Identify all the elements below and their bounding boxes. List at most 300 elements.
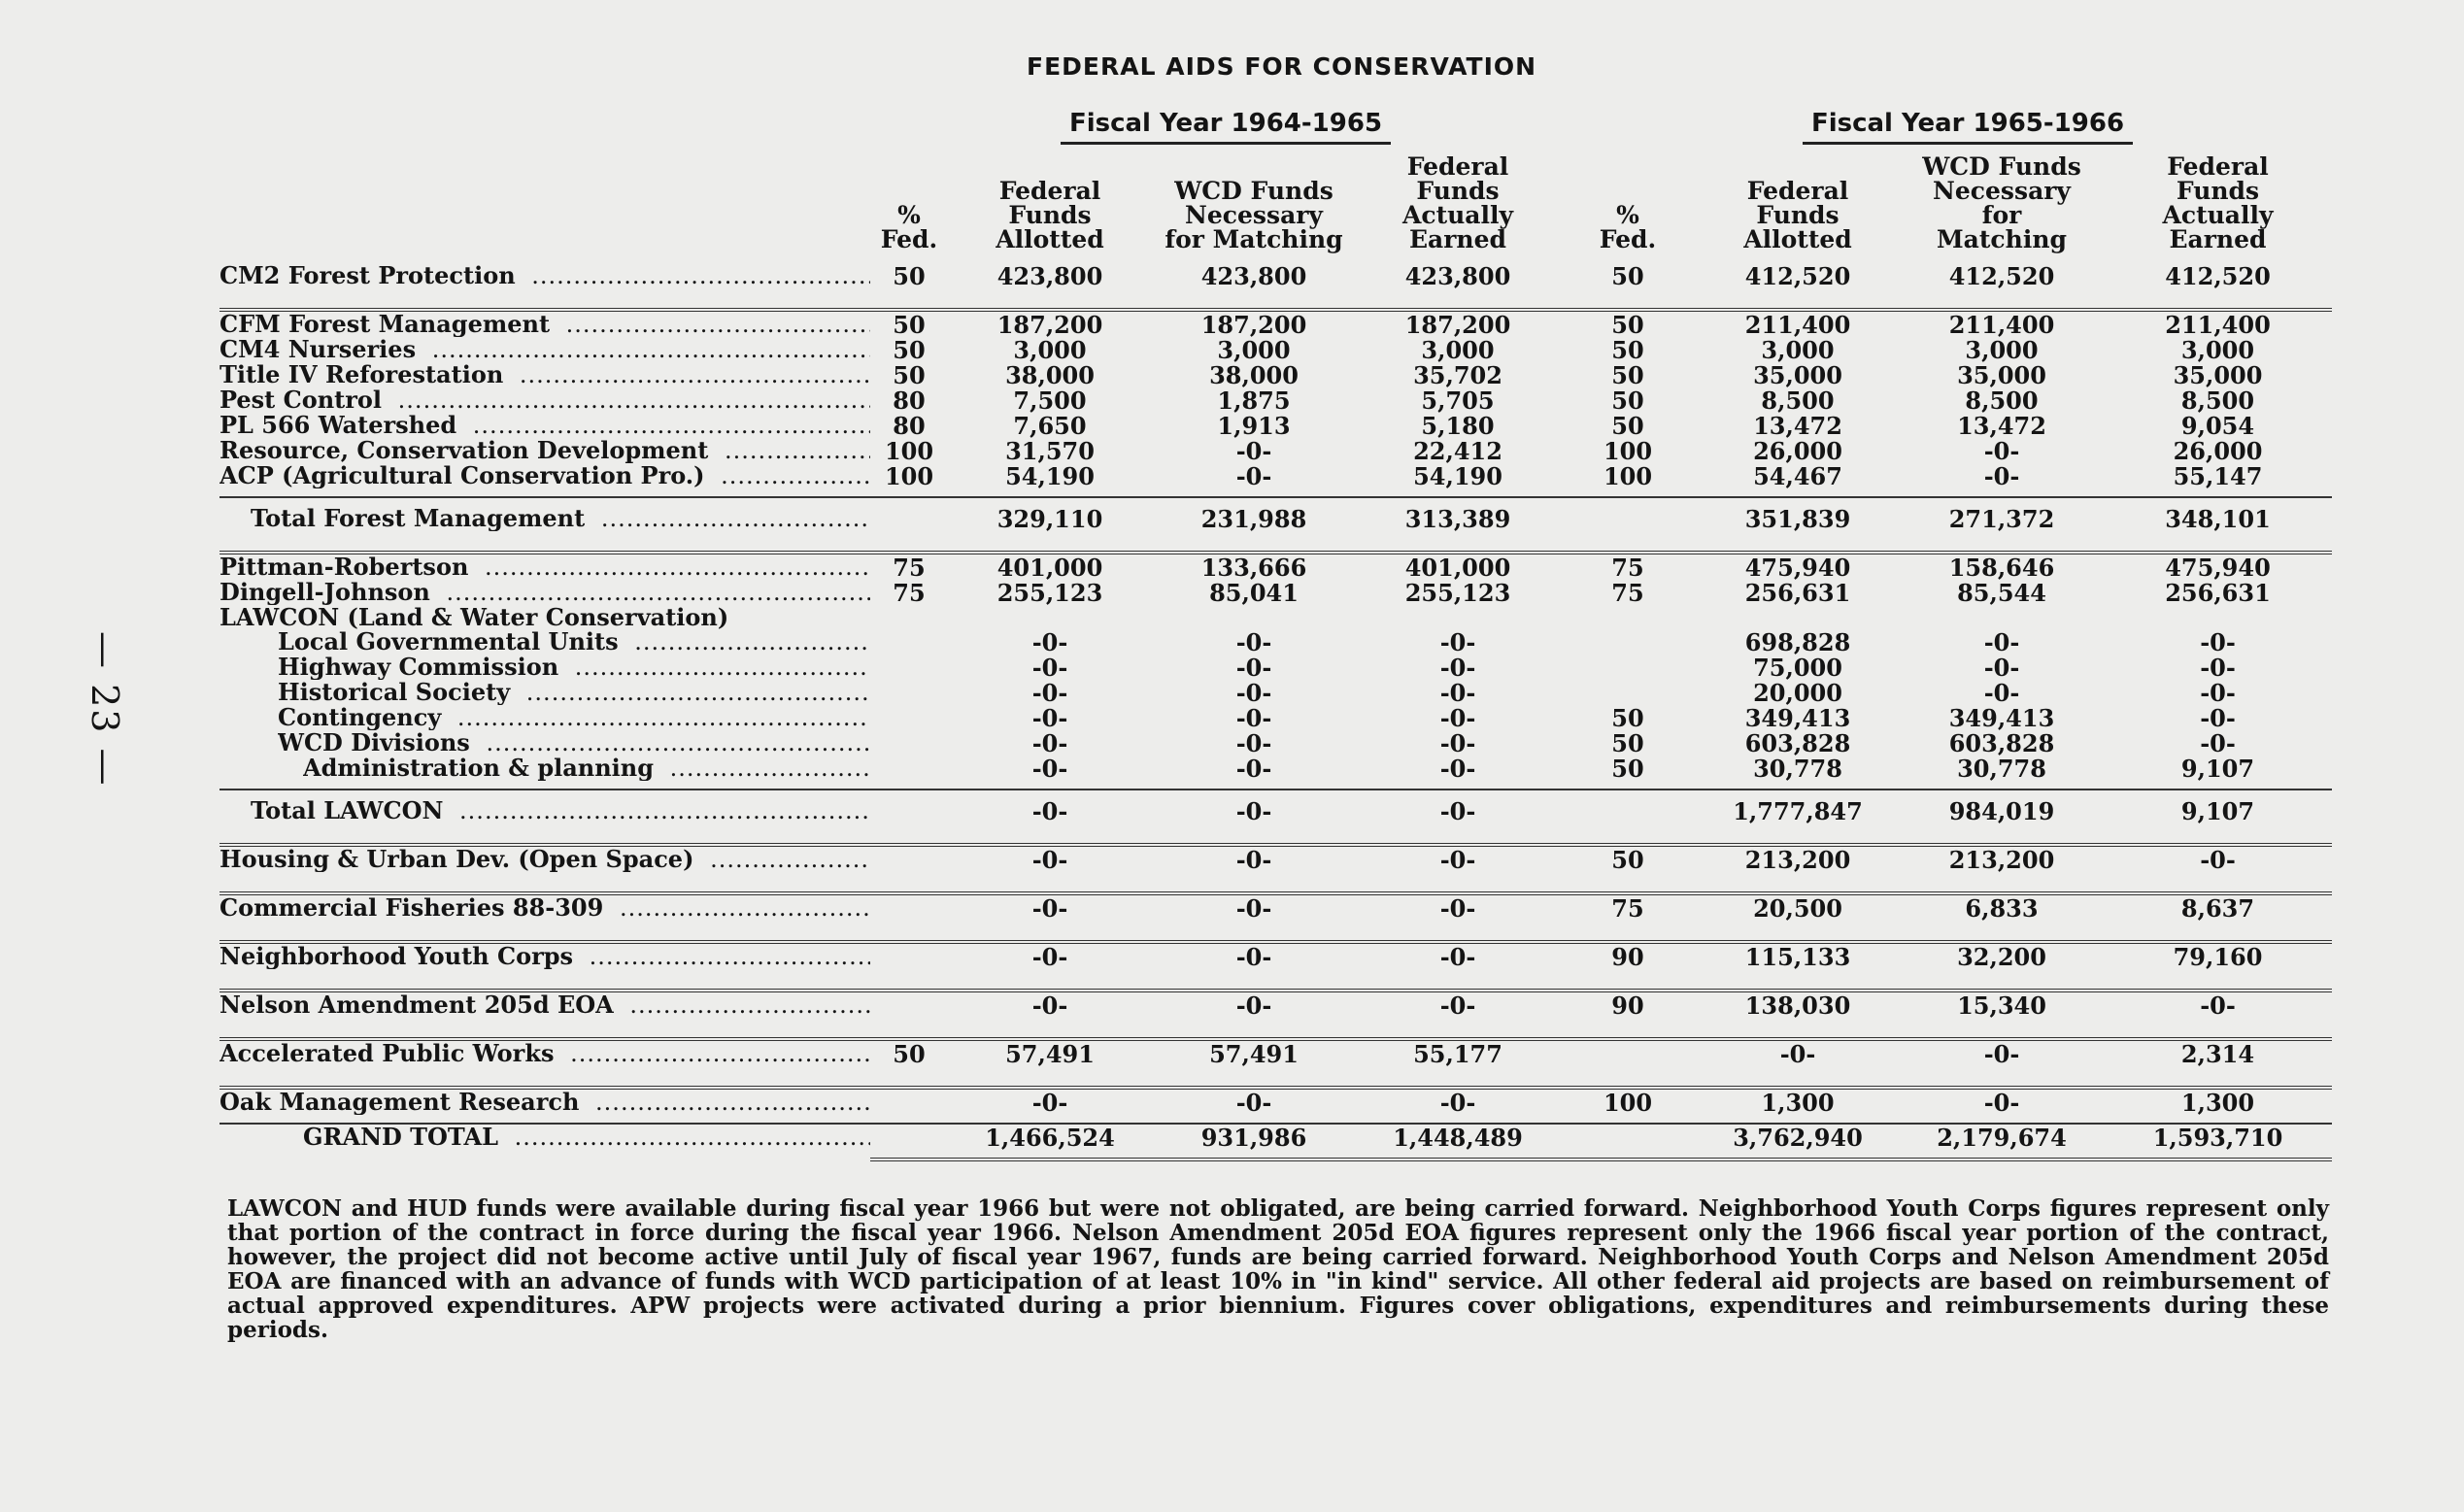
col-header: Federal Funds Allotted [996,177,1104,253]
amount-cell [1152,605,1356,629]
percent-federal-cell [870,655,948,680]
amount-cell: 931,986 [1200,1123,1307,1152]
percent-federal-cell: 100 [1603,1088,1653,1117]
row-label-text: GRAND TOTAL [303,1125,506,1150]
amount-cell: -0- [1439,991,1476,1020]
page-number: — 23 — [84,631,126,788]
amount-cell: -0- [1235,653,1272,682]
col-header: % Fed. [880,201,938,253]
amount-cell: 423,800 [996,261,1103,290]
amount-cell: 349,413 [1744,703,1851,732]
percent-federal-cell: 100 [1603,461,1653,490]
percent-federal-cell: 80 [893,411,926,440]
amount-cell: 271,372 [1948,504,2055,533]
amount-cell: 475,940 [1744,553,1851,582]
row-label-wrap [251,506,870,531]
percent-federal-cell [870,506,948,531]
amount-cell: 57,491 [1005,1039,1095,1068]
percent-federal-cell [870,705,948,730]
table-row [219,798,2332,823]
amount-cell: -0- [1031,627,1068,656]
amount-cell: 231,988 [1200,504,1307,533]
amount-cell: 255,123 [996,578,1103,607]
section-rule [219,921,2332,942]
amount-cell: 79,160 [2173,942,2263,971]
table-row [219,1124,2332,1150]
percent-federal-cell: 50 [1611,310,1644,339]
row-label-text: CM2 Forest Protection [219,263,523,288]
amount-cell: -0- [1031,653,1068,682]
amount-cell: -0- [1235,678,1272,707]
amount-cell [1696,605,1900,629]
percent-federal-cell: 50 [1611,335,1644,364]
percent-federal-cell [870,991,948,1018]
amount-cell [2104,605,2332,629]
row-label [219,798,870,823]
percent-federal-cell [870,845,948,872]
percent-federal-cell [1560,1039,1696,1066]
amount-cell: 3,000 [1217,335,1291,364]
table-row [219,1039,2332,1066]
percent-federal-cell [1560,655,1696,680]
row-label-text: Total Forest Management [251,506,592,531]
page-title: FEDERAL AIDS FOR CONSERVATION [1027,52,1537,81]
amount-cell: -0- [1235,754,1272,783]
table-row [219,362,2332,387]
percent-federal-cell: 75 [1611,578,1644,607]
table-row [219,263,2332,288]
conservation-aids-table [219,153,2332,1161]
row-label-text: PL 566 Watershed [219,413,464,438]
row-label-wrap [219,1090,870,1115]
percent-federal-cell [1560,680,1696,705]
amount-cell: 603,828 [1744,728,1851,757]
percent-federal-cell: 90 [1611,991,1644,1020]
row-label [219,1124,870,1150]
table-row [219,629,2332,655]
table-row [219,991,2332,1018]
amount-cell: 13,472 [1753,411,1842,440]
amount-cell: -0- [1235,436,1272,465]
row-label-text: Commercial Fisheries 88-309 [219,895,611,921]
amount-cell: 35,702 [1413,360,1502,389]
amount-cell: 3,000 [1013,335,1087,364]
percent-federal-cell: 50 [1611,754,1644,783]
row-label-text: Local Governmental Units [278,629,626,655]
row-label [219,463,870,488]
amount-cell: 85,544 [1957,578,2046,607]
table-row [219,463,2332,488]
amount-cell: -0- [1983,436,2020,465]
amount-cell: 423,800 [1200,261,1307,290]
row-label-text: Historical Society [278,680,518,705]
row-label-wrap [278,655,870,680]
amount-cell: 22,412 [1413,436,1502,465]
amount-cell: 115,133 [1744,942,1851,971]
amount-cell: 1,448,489 [1393,1123,1523,1152]
row-label-wrap [278,629,870,655]
amount-cell: -0- [1983,1088,2020,1117]
section-rule [219,823,2332,845]
row-label-wrap [219,312,870,337]
percent-federal-cell: 50 [893,335,926,364]
amount-cell: 211,400 [2165,310,2271,339]
row-label [219,506,870,531]
table-row [219,413,2332,438]
row-label [219,605,870,629]
amount-cell: -0- [1235,845,1272,874]
percent-federal-cell [1560,1124,1696,1150]
col-header: Federal Funds Actually Earned [2162,152,2274,253]
amount-cell: 8,637 [2180,893,2255,923]
row-label-wrap [219,944,870,969]
amount-cell: 35,000 [1753,360,1842,389]
amount-cell: -0- [2200,845,2236,874]
amount-cell: 35,000 [1957,360,2046,389]
amount-cell: 9,054 [2180,411,2255,440]
col-header: WCD Funds Necessary for Matching [1922,152,2081,253]
row-label-text: Oak Management Research [219,1090,587,1115]
amount-cell: 412,520 [1744,261,1851,290]
amount-cell: -0- [1439,728,1476,757]
amount-cell: -0- [1235,703,1272,732]
row-label [219,1039,870,1066]
amount-cell: 7,650 [1013,411,1087,440]
row-label-wrap [219,413,870,438]
amount-cell: 54,190 [1005,461,1095,490]
table-row [219,756,2332,781]
amount-cell: -0- [1439,796,1476,825]
table-row [219,605,2332,629]
amount-cell: -0- [1439,678,1476,707]
amount-cell: -0- [1983,1039,2020,1068]
amount-cell: 256,631 [2165,578,2271,607]
amount-cell: -0- [1439,627,1476,656]
percent-federal-cell [870,730,948,756]
amount-cell: 7,500 [1013,386,1087,415]
amount-cell: 8,500 [2180,386,2255,415]
row-label [219,1088,870,1115]
table-row [219,438,2332,463]
amount-cell [1356,605,1560,629]
amount-cell: 348,101 [2165,504,2271,533]
amount-cell: -0- [1031,942,1068,971]
col-header: Federal Funds Actually Earned [1401,152,1514,253]
percent-federal-cell: 50 [1611,411,1644,440]
percent-federal-cell: 50 [893,1039,926,1068]
amount-cell: 3,000 [1421,335,1495,364]
amount-cell: 423,800 [1404,261,1511,290]
row-label-text: Neighborhood Youth Corps [219,944,581,969]
row-label-wrap [278,680,870,705]
amount-cell: 54,467 [1753,461,1842,490]
amount-cell: 603,828 [1948,728,2055,757]
amount-cell: 412,520 [2165,261,2271,290]
amount-cell: -0- [1235,728,1272,757]
col-header: % Fed. [1599,201,1657,253]
amount-cell: -0- [2200,991,2236,1020]
amount-cell: 211,400 [1948,310,2055,339]
row-label-wrap [278,705,870,730]
amount-cell: 412,520 [1948,261,2055,290]
amount-cell: 54,190 [1413,461,1502,490]
amount-cell: -0- [1235,461,1272,490]
amount-cell: 1,875 [1217,386,1291,415]
amount-cell: -0- [1031,703,1068,732]
percent-federal-cell: 50 [1611,386,1644,415]
amount-cell: 158,646 [1948,553,2055,582]
amount-cell: 187,200 [1200,310,1307,339]
amount-cell: 57,491 [1209,1039,1299,1068]
amount-cell: -0- [2200,703,2236,732]
row-label [219,310,870,337]
amount-cell: 6,833 [1965,893,2039,923]
table-row [219,730,2332,756]
amount-cell: -0- [1235,991,1272,1020]
amount-cell: -0- [1235,893,1272,923]
percent-federal-cell: 50 [1611,261,1644,290]
row-label-text: LAWCON (Land & Water Conservation) [219,605,736,629]
amount-cell: -0- [2200,678,2236,707]
amount-cell: -0- [1983,461,2020,490]
amount-cell: 30,778 [1957,754,2046,783]
row-label-text: Nelson Amendment 205d EOA [219,992,622,1018]
row-label-wrap [219,263,870,288]
amount-cell: -0- [1983,653,2020,682]
amount-cell: 32,200 [1957,942,2046,971]
fiscal-year-1965-1966-header: Fiscal Year 1965-1966 [1803,109,2133,145]
amount-cell: 1,777,847 [1733,796,1863,825]
row-label-wrap [219,605,736,629]
row-label-text: WCD Divisions [278,730,478,756]
row-label-text: Title IV Reforestation [219,362,511,387]
table-row [219,845,2332,872]
row-label [219,705,870,730]
amount-cell [948,605,1152,629]
percent-federal-cell: 50 [893,310,926,339]
amount-cell: 20,000 [1753,678,1842,707]
section-rule [219,872,2332,893]
section-rule [219,1066,2332,1088]
amount-cell: 138,030 [1744,991,1851,1020]
row-label-wrap [219,992,870,1018]
amount-cell: 2,314 [2180,1039,2255,1068]
table-row [219,387,2332,413]
amount-cell: 5,705 [1421,386,1495,415]
percent-federal-cell [1560,605,1696,629]
amount-cell: -0- [1779,1039,1816,1068]
section-rule [219,531,2332,553]
row-label [219,263,870,288]
row-label-wrap [219,554,870,580]
footnote-paragraph: LAWCON and HUD funds were available during fiscal year 1966 but were not obligated, are being carried forward. Neighborhood Youth Corps figures represent only that portion of the contract in force during the fiscal year 1966. Nelson Amendment 205d EOA figures represent only the 1966 fiscal year portion of the contract, however, the project did not become active until July of fiscal year 1967, funds are being carried forward. Neighborhood Youth Corps and Nelson Amendment 205d EOA are financed with an advance of funds with WCD participation of at least 10% in "in kind" service. All other federal aid projects are based on reimbursement of actual approved expenditures. APW projects were activated during a prior biennium. Figures cover obligations, expenditures and reimbursements during these periods. [227,1195,2329,1343]
percent-federal-cell [870,1124,948,1150]
percent-federal-cell: 90 [1611,942,1644,971]
table-row [219,893,2332,921]
row-label [219,580,870,605]
column-header-row [219,153,2332,263]
amount-cell: 329,110 [996,504,1103,533]
percent-federal-cell [870,1088,948,1115]
row-label-wrap [251,798,870,823]
row-label [219,413,870,438]
table-row [219,506,2332,531]
amount-cell: -0- [1031,678,1068,707]
amount-cell: 15,340 [1957,991,2046,1020]
amount-cell: -0- [1031,893,1068,923]
amount-cell: 13,472 [1957,411,2046,440]
amount-cell: 9,107 [2180,754,2255,783]
amount-cell: 213,200 [1744,845,1851,874]
amount-cell: 349,413 [1948,703,2055,732]
fiscal-year-1964-1965-header: Fiscal Year 1964-1965 [1061,109,1391,145]
amount-cell: -0- [1031,796,1068,825]
amount-cell: 31,570 [1005,436,1095,465]
table-row [219,705,2332,730]
amount-cell: -0- [1031,754,1068,783]
row-label [219,756,870,781]
amount-cell: 213,200 [1948,845,2055,874]
amount-cell: 20,500 [1753,893,1842,923]
percent-federal-cell: 75 [1611,893,1644,923]
amount-cell: 2,179,674 [1937,1123,2067,1152]
amount-cell: 55,147 [2173,461,2263,490]
amount-cell: 256,631 [1744,578,1851,607]
amount-cell: 401,000 [996,553,1103,582]
row-label-text: CFM Forest Management [219,312,557,337]
amount-cell: -0- [1031,1088,1068,1117]
amount-cell: -0- [1031,728,1068,757]
table-row [219,655,2332,680]
amount-cell: 1,300 [1761,1088,1835,1117]
row-label-text: Contingency [278,705,449,730]
row-label-wrap [219,847,870,872]
amount-cell: 30,778 [1753,754,1842,783]
amount-cell: -0- [1235,796,1272,825]
amount-cell: 3,000 [1965,335,2039,364]
row-label-wrap [219,463,870,488]
amount-cell: -0- [1439,754,1476,783]
row-label-text: Resource, Conservation Development [219,438,716,463]
amount-cell: 1,593,710 [2152,1123,2283,1152]
amount-cell: 5,180 [1421,411,1495,440]
amount-cell: -0- [1235,1088,1272,1117]
table-row [219,310,2332,337]
grand-total-rule [219,1150,2332,1159]
amount-cell: -0- [1031,991,1068,1020]
amount-cell: -0- [1439,703,1476,732]
amount-cell: 38,000 [1005,360,1095,389]
table-row [219,580,2332,605]
row-label [219,629,870,655]
percent-federal-cell [1560,798,1696,823]
amount-cell: -0- [1439,845,1476,874]
percent-federal-cell [870,629,948,655]
row-label [219,387,870,413]
percent-federal-cell [870,798,948,823]
table-row [219,942,2332,969]
row-label-text: Pittman-Robertson [219,554,476,580]
percent-federal-cell: 75 [1611,553,1644,582]
table-body [219,263,2332,1159]
amount-cell: 255,123 [1404,578,1511,607]
amount-cell: 984,019 [1948,796,2055,825]
row-label [219,362,870,387]
row-label-text: Dingell-Johnson [219,580,438,605]
row-label-text: Administration & planning [303,756,661,781]
amount-cell: 1,466,524 [985,1123,1115,1152]
percent-federal-cell: 100 [884,461,934,490]
amount-cell: 698,828 [1744,627,1851,656]
amount-cell: 1,913 [1217,411,1291,440]
amount-cell: 475,940 [2165,553,2271,582]
percent-federal-cell [870,756,948,781]
percent-federal-cell [870,605,948,629]
percent-federal-cell: 100 [1603,436,1653,465]
table-row [219,553,2332,580]
amount-cell: 3,762,940 [1733,1123,1863,1152]
section-rule [219,288,2332,310]
row-label [219,845,870,872]
row-label-text: Pest Control [219,387,389,413]
label-column-header [219,153,870,263]
amount-cell: -0- [1031,845,1068,874]
amount-cell: 187,200 [1404,310,1511,339]
row-label-text: Accelerated Public Works [219,1041,561,1066]
table-row [219,337,2332,362]
amount-cell: 313,389 [1404,504,1511,533]
amount-cell: 351,839 [1744,504,1851,533]
percent-federal-cell: 50 [1611,703,1644,732]
amount-cell: 3,000 [2180,335,2255,364]
amount-cell: 26,000 [1753,436,1842,465]
amount-cell [1900,605,2104,629]
row-label [219,438,870,463]
amount-cell: 75,000 [1753,653,1842,682]
amount-cell: 55,177 [1413,1039,1502,1068]
percent-federal-cell: 50 [1611,728,1644,757]
row-label-wrap [303,1125,870,1150]
row-label-text: Housing & Urban Dev. (Open Space) [219,847,701,872]
row-label [219,553,870,580]
row-label-text: Highway Commission [278,655,566,680]
percent-federal-cell [1560,629,1696,655]
row-label-wrap [278,730,870,756]
amount-cell: 38,000 [1209,360,1299,389]
col-header: WCD Funds Necessary for Matching [1164,177,1343,253]
amount-cell: 401,000 [1404,553,1511,582]
percent-federal-cell: 50 [1611,360,1644,389]
amount-cell: -0- [1439,653,1476,682]
amount-cell: 187,200 [996,310,1103,339]
row-label [219,680,870,705]
amount-cell: -0- [1439,893,1476,923]
percent-federal-cell [870,680,948,705]
amount-cell: -0- [2200,653,2236,682]
amount-cell: 3,000 [1761,335,1835,364]
row-label-wrap [219,387,870,413]
row-label [219,337,870,362]
amount-cell: -0- [2200,627,2236,656]
row-label [219,991,870,1018]
amount-cell: -0- [1983,627,2020,656]
amount-cell: -0- [1235,942,1272,971]
amount-cell: -0- [1983,678,2020,707]
percent-federal-cell: 50 [893,360,926,389]
row-label-text: CM4 Nurseries [219,337,423,362]
row-label-wrap [219,362,870,387]
amount-cell: 211,400 [1744,310,1851,339]
